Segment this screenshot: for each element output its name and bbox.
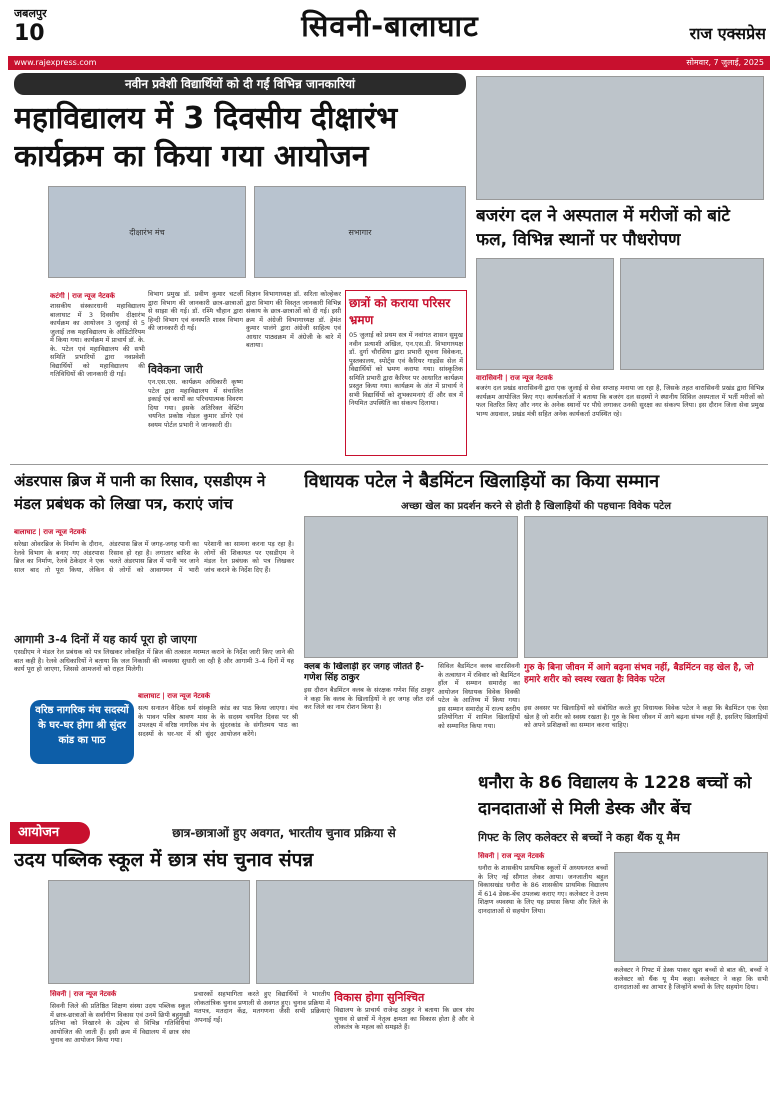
- divider-1: [10, 464, 768, 465]
- story6-text2: कलेक्टर ने गिफ्ट में डेस्क पाकर खुश बच्चों से बात की, बच्चों ने कलेक्टर को थैंक यू मैम कहा। कलेक्टर ने कहा कि सभी दानदाताओं का आभार है जिन्होंने बच्चों के लिए सहयोग दिया।: [614, 966, 768, 991]
- story1-headline: महाविद्यालय में 3 दिवसीय दीक्षारंभ कार्यक्रम का किया गया आयोजन: [14, 101, 398, 174]
- story3-subhead: आगामी 3-4 दिनों में यह कार्य पूरा हो जाएगा: [14, 633, 197, 646]
- story6-text: धनौरा के शासकीय प्राथमिक स्कूलों में अध्ययनरत बच्चों के लिए नई सौगात लेकर आया। जनजातीय बहुल विकासखंड धनौरा के 86 शासकीय प्राथमिक विद्यालय में 614 डेस्क-बेंच उपलब्ध कराए गए। कलेक्टर ने उत्तम शिक्षण व्यवस्था के लिए यह प्रयास किया और जिले के दानदाताओं से सहयोग लिया।: [478, 864, 608, 915]
- story6-subheadline: गिफ्ट के लिए कलेक्टर से बच्चों ने कहा थैंक यू मैम: [478, 831, 680, 844]
- story1-byline: कटंगी | राज न्यूज नेटवर्क: [50, 292, 115, 300]
- page-number: 10: [14, 21, 45, 45]
- story5-byline: बालाघाट | राज न्यूज नेटवर्क: [138, 692, 211, 700]
- website-link[interactable]: www.rajexpress.com: [14, 58, 97, 67]
- campus-tour-title: छात्रों को कराया परिसर भ्रमण: [349, 296, 451, 327]
- story1-strap: नवीन प्रवेशी विद्यार्थियों को दी गईं विभिन्न जानकारियां: [14, 73, 466, 95]
- story2-photo-plantation: [620, 258, 764, 370]
- story7-headline: उदय पब्लिक स्कूल में छात्र संघ चुनाव संपन्न: [14, 849, 314, 871]
- story1-photo-stage: दीक्षारंभ मंच: [48, 186, 246, 278]
- brand-name: राज एक्सप्रेस: [689, 24, 766, 43]
- story1-photo-hall: सभागार: [254, 186, 466, 278]
- story4-text: सिविल बैडमिंटन क्लब वारासिवनी के तत्वाधान में रविवार को बैडमिंटन हॉल में सम्मान समारोह का आयोजन विधायक विवेक विक्की पटेल के आतिथ्य में किया गया। इस सम्मान समारोह में राज्य स्तरीय प्रतियोगिता में शामिल खिलाड़ियों को सम्मानित किया गया।: [438, 662, 520, 730]
- story4-side-text: इस अवसर पर खिलाड़ियों को संबोधित करते हुए विधायक विवेक पटेल ने कहा कि बैडमिंटन एक ऐसा खेल है जो शरीर को स्वस्थ रखता है। गुरु के बिना जीवन में आगे बढ़ना संभव नहीं है, इसलिए खिलाड़ियों को अपने प्रशिक्षकों का सम्मान करना चाहिए।: [524, 704, 768, 729]
- story1-col2: विभाग प्रमुख डॉ. प्रवीण कुमार चटर्जी द्वारा विभाग की जानकारी छात्र-छात्राओं से साझा की गई। डॉ. रश्मि चौहान द्वारा हिन्दी विभाग एवं वनस्पति शास्त्र विभाग की जानकारी दी गई।: [148, 290, 243, 332]
- story7-text3: विद्यालय के प्राचार्य राजेन्द्र ठाकुर ने बताया कि छात्र संघ चुनाव से छात्रों में नेतृत्व क्षमता का विकास होता है और वे लोकतंत्र के महत्व को समझते हैं।: [334, 1006, 474, 1031]
- story2-photo-hospital: [476, 258, 614, 370]
- story1-col1: शासकीय संस्कारधानी महाविद्यालय बालाघाट में 3 दिवसीय दीक्षारंभ कार्यक्रम का आयोजन 3 जुलाई से 5 जुलाई तक महाविद्यालय के ऑडिटोरियम में किया गया। कार्यक्रम में प्राचार्य डॉ. के. के. पटेल एवं महाविद्यालय की सभी समिति प्रभारियों द्वारा नवप्रवेशी विद्यार्थियों को महाविद्यालय की गतिविधियों की जानकारी दी गई।: [50, 302, 145, 378]
- story2-photo-main: [476, 76, 764, 200]
- story5-text: सत्य सनातन वैदिक धर्म संस्कृति के पावन पवित्र श्रावण मास के उपलक्ष्य में वरिष्ठ नागरिक मंच के सदस्यों के घर-घर में श्री सुंदर कांड का पाठ किया जाएगा। मंच के सदस्य चयनित दिवस पर श्री सुंदरकांड के संगीतमय पाठ का आयोजन करेंगे।: [138, 704, 298, 738]
- story2-headline: बजरंग दल ने अस्पताल में मरीजों को बांटे फल, विभिन्न स्थानों पर पौधरोपण: [476, 206, 730, 250]
- story4-headline: विधायक पटेल ने बैडमिंटन खिलाड़ियों का किया सम्मान: [304, 471, 660, 492]
- story7-photo-students: [256, 880, 474, 984]
- story7-photo-ballot: [48, 880, 250, 984]
- story6-byline: सिवनी | राज न्यूज नेटवर्क: [478, 852, 545, 860]
- story1-col4: विज्ञान विभागाध्यक्ष डॉ. सरिता कोल्हेकर द्वारा विभाग की विस्तृत जानकारी विभिन्न संकाय के छात्र-छात्राओं को दी गई। इसी क्रम में अंग्रेजी विभागाध्यक्ष डॉ. हेमंत कुमार पालंगे द्वारा अंग्रेजी साहित्य एवं आधार पाठ्यक्रम में अंग्रेजी के बारे में बताया।: [246, 290, 341, 349]
- section-title: सिवनी-बालाघाट: [301, 9, 479, 43]
- story4-quote-text: इस दौरान बैडमिंटन क्लब के संरक्षक गणेश सिंह ठाकुर ने कहा कि क्लब के खिलाड़ियों ने हर जगह जीत दर्ज कर जिले का नाम रोशन किया है।: [304, 686, 434, 711]
- edition-city: जबलपुर: [14, 7, 47, 20]
- header-bar: [8, 56, 770, 70]
- story1-col3: एन.एस.एस. कार्यक्रम अधिकारी कृष्ण पटेल द्वारा महाविद्यालय में संचालित इकाई एवं कार्यों का परिचयात्मक विवरण दिया गया। इसके अतिरिक्त वेस्टिंग चयनित प्रकोष्ठ नोडल कुमार डोंगरे एवं स्वयम पोर्टल प्रभारी ने जानकारी दी।: [148, 378, 243, 429]
- story4-photo-felicitation: [304, 516, 518, 658]
- story4-quote-box: [304, 662, 434, 766]
- story6-headline: धनौरा के 86 विद्यालय के 1228 बच्चों को दानदाताओं से मिली डेस्क और बेंच: [478, 773, 752, 819]
- story2-text: बजरंग दल प्रखंड वारासिवनी द्वारा एक जुलाई से सेवा सप्ताह मनाया जा रहा है, जिसके तहत वारासिवनी प्रखंड द्वारा विभिन्न कार्यक्रम आयोजित किए गए। कार्यकर्ताओं ने बताया कि बजरंग दल सदस्यों ने स्थानीय सिविल अस्पताल में भर्ती मरीजों को फल वितरित किए और नगर के अनेक स्थानों पर पौधे लगाकर उनकी सुरक्षा का संकल्प लिया। इस दौरान जिला सेवा प्रमुख भाग्य अग्रवाल, प्रखंड मंत्री सहित अनेक कार्यकर्ता उपस्थित रहे।: [476, 384, 764, 418]
- story7-text2: प्रचारकों सहभागिता करते हुए विद्यार्थियों ने भारतीय लोकतांत्रिक चुनाव प्रणाली से अवगत हुए। चुनाव प्रक्रिया में मतपत्र, मतदान केंद्र, मतगणना जैसी सभी प्रक्रियाएं अपनाई गईं।: [194, 990, 330, 1024]
- senior-citizen-box: वरिष्ठ नागरिक मंच सदस्यों के घर-घर होगा श्री सुंदर कांड का पाठ: [30, 700, 134, 764]
- campus-tour-text: 05 जुलाई को प्रथम सत्र में नवांगत शासन सुमुख नवीन प्रत्याशी अखिल, एन.एस.डी. विभागाध्यक्ष डॉ. दुर्गा चौरसिया द्वारा प्रभारी सूचना विवेकना, पुस्तकालय, स्पोर्ट्स एवं कैरियर गाइडेंस सेल में विद्यार्थियों को भ्रमण कराया गया। सांस्कृतिक समिति प्रभारी द्वारा कैरियर पर आधारित कार्यक्रम प्रस्तुत किया गया। कार्यक्रम के अंत में प्राचार्य ने सभी विद्यार्थियों को शुभकामनाएं दीं और सत्र में नियमित उपस्थिति का संकल्प दिलाया।: [349, 331, 463, 407]
- story4-subheadline: अच्छा खेल का प्रदर्शन करने से होती है खिलाड़ियों की पहचानः विवेक पटेल: [401, 501, 671, 512]
- story7-byline: सिवनी | राज न्यूज नेटवर्क: [50, 990, 117, 998]
- story4-quote: क्लब के खिलाड़ी हर जगह जीतते है- गणेश सिंह ठाकुर: [304, 662, 424, 683]
- story3-text: सरेखा ओवरब्रिज के निर्माण के दौरान, रेलवे विभाग के बनाए गए अंडरपास ब्रिज का निर्माण, रेलवे ठेकेदार ने एक साल बाद तो पूरा किया, लेकिन अंडरपास ब्रिज में जगह-जगह पानी का रिसाव हो रहा है। लगातार बारिश के चलते अंडरपास ब्रिज में पानी भर जाने से लोगों को आवागमन में भारी परेशानी का सामना करना पड़ रहा है। लोगों की शिकायत पर एसडीएम ने मंडल रेल प्रबंधक को पत्र लिखकर जांच कराने के निर्देश दिए हैं।: [14, 540, 294, 574]
- story4-photo-players: [524, 516, 768, 658]
- story7-subhead: विकास होगा सुनिश्चित: [334, 991, 425, 1004]
- story2-byline: वारासिवनी | राज न्यूज नेटवर्क: [476, 374, 553, 382]
- campus-tour-box: [345, 290, 467, 456]
- story7-tag: आयोजन: [10, 822, 90, 844]
- story7-text: सिवनी जिले की प्रतिष्ठित शिक्षण संस्था उदय पब्लिक स्कूल में छात्र-छात्राओं के सर्वांगीण विकास एवं उनमें छिपी बहुमुखी प्रतिभा को निखारने के उद्देश्य से विभिन्न गतिविधियां आयोजित की जाती हैं। इसी क्रम में विद्यालय में छात्र संघ चुनाव का आयोजन किया गया।: [50, 1002, 190, 1044]
- page-header-left: [14, 6, 104, 45]
- story3-headline: अंडरपास ब्रिज में पानी का रिसाव, एसडीएम ने मंडल प्रबंधक को लिखा पत्र, कराएं जांच: [14, 472, 266, 513]
- story4-side-headline: गुरु के बिना जीवन में आगे बढ़ना संभव नहीं, बैडमिंटन वह खेल है, जो हमारे शरीर को स्वस्थ रखता हैः विवेक पटेल: [524, 663, 754, 685]
- story3-text2: एसडीएम ने मंडल रेल प्रबंधक को पत्र लिखकर लोकहित में ब्रिज की तत्काल मरम्मत कराने के निर्देश जारी किए जाने की बात कही है। रेलवे अधिकारियों ने बताया कि जल निकासी की व्यवस्था सुधारी जा रही है और आगामी 3-4 दिनों में यह कार्य पूरा हो जाएगा, जिससे आमजनों को राहत मिलेगी।: [14, 648, 294, 673]
- story6-photo: [614, 852, 768, 962]
- story1-subhead: विवेकना जारी: [148, 363, 203, 376]
- story7-kicker: छात्र-छात्राओं हुए अवगत, भारतीय चुनाव प्रक्रिया से: [172, 826, 396, 840]
- story3-byline: बालाघाट | राज न्यूज नेटवर्क: [14, 528, 87, 536]
- issue-date: सोमवार, 7 जुलाई, 2025: [686, 58, 764, 67]
